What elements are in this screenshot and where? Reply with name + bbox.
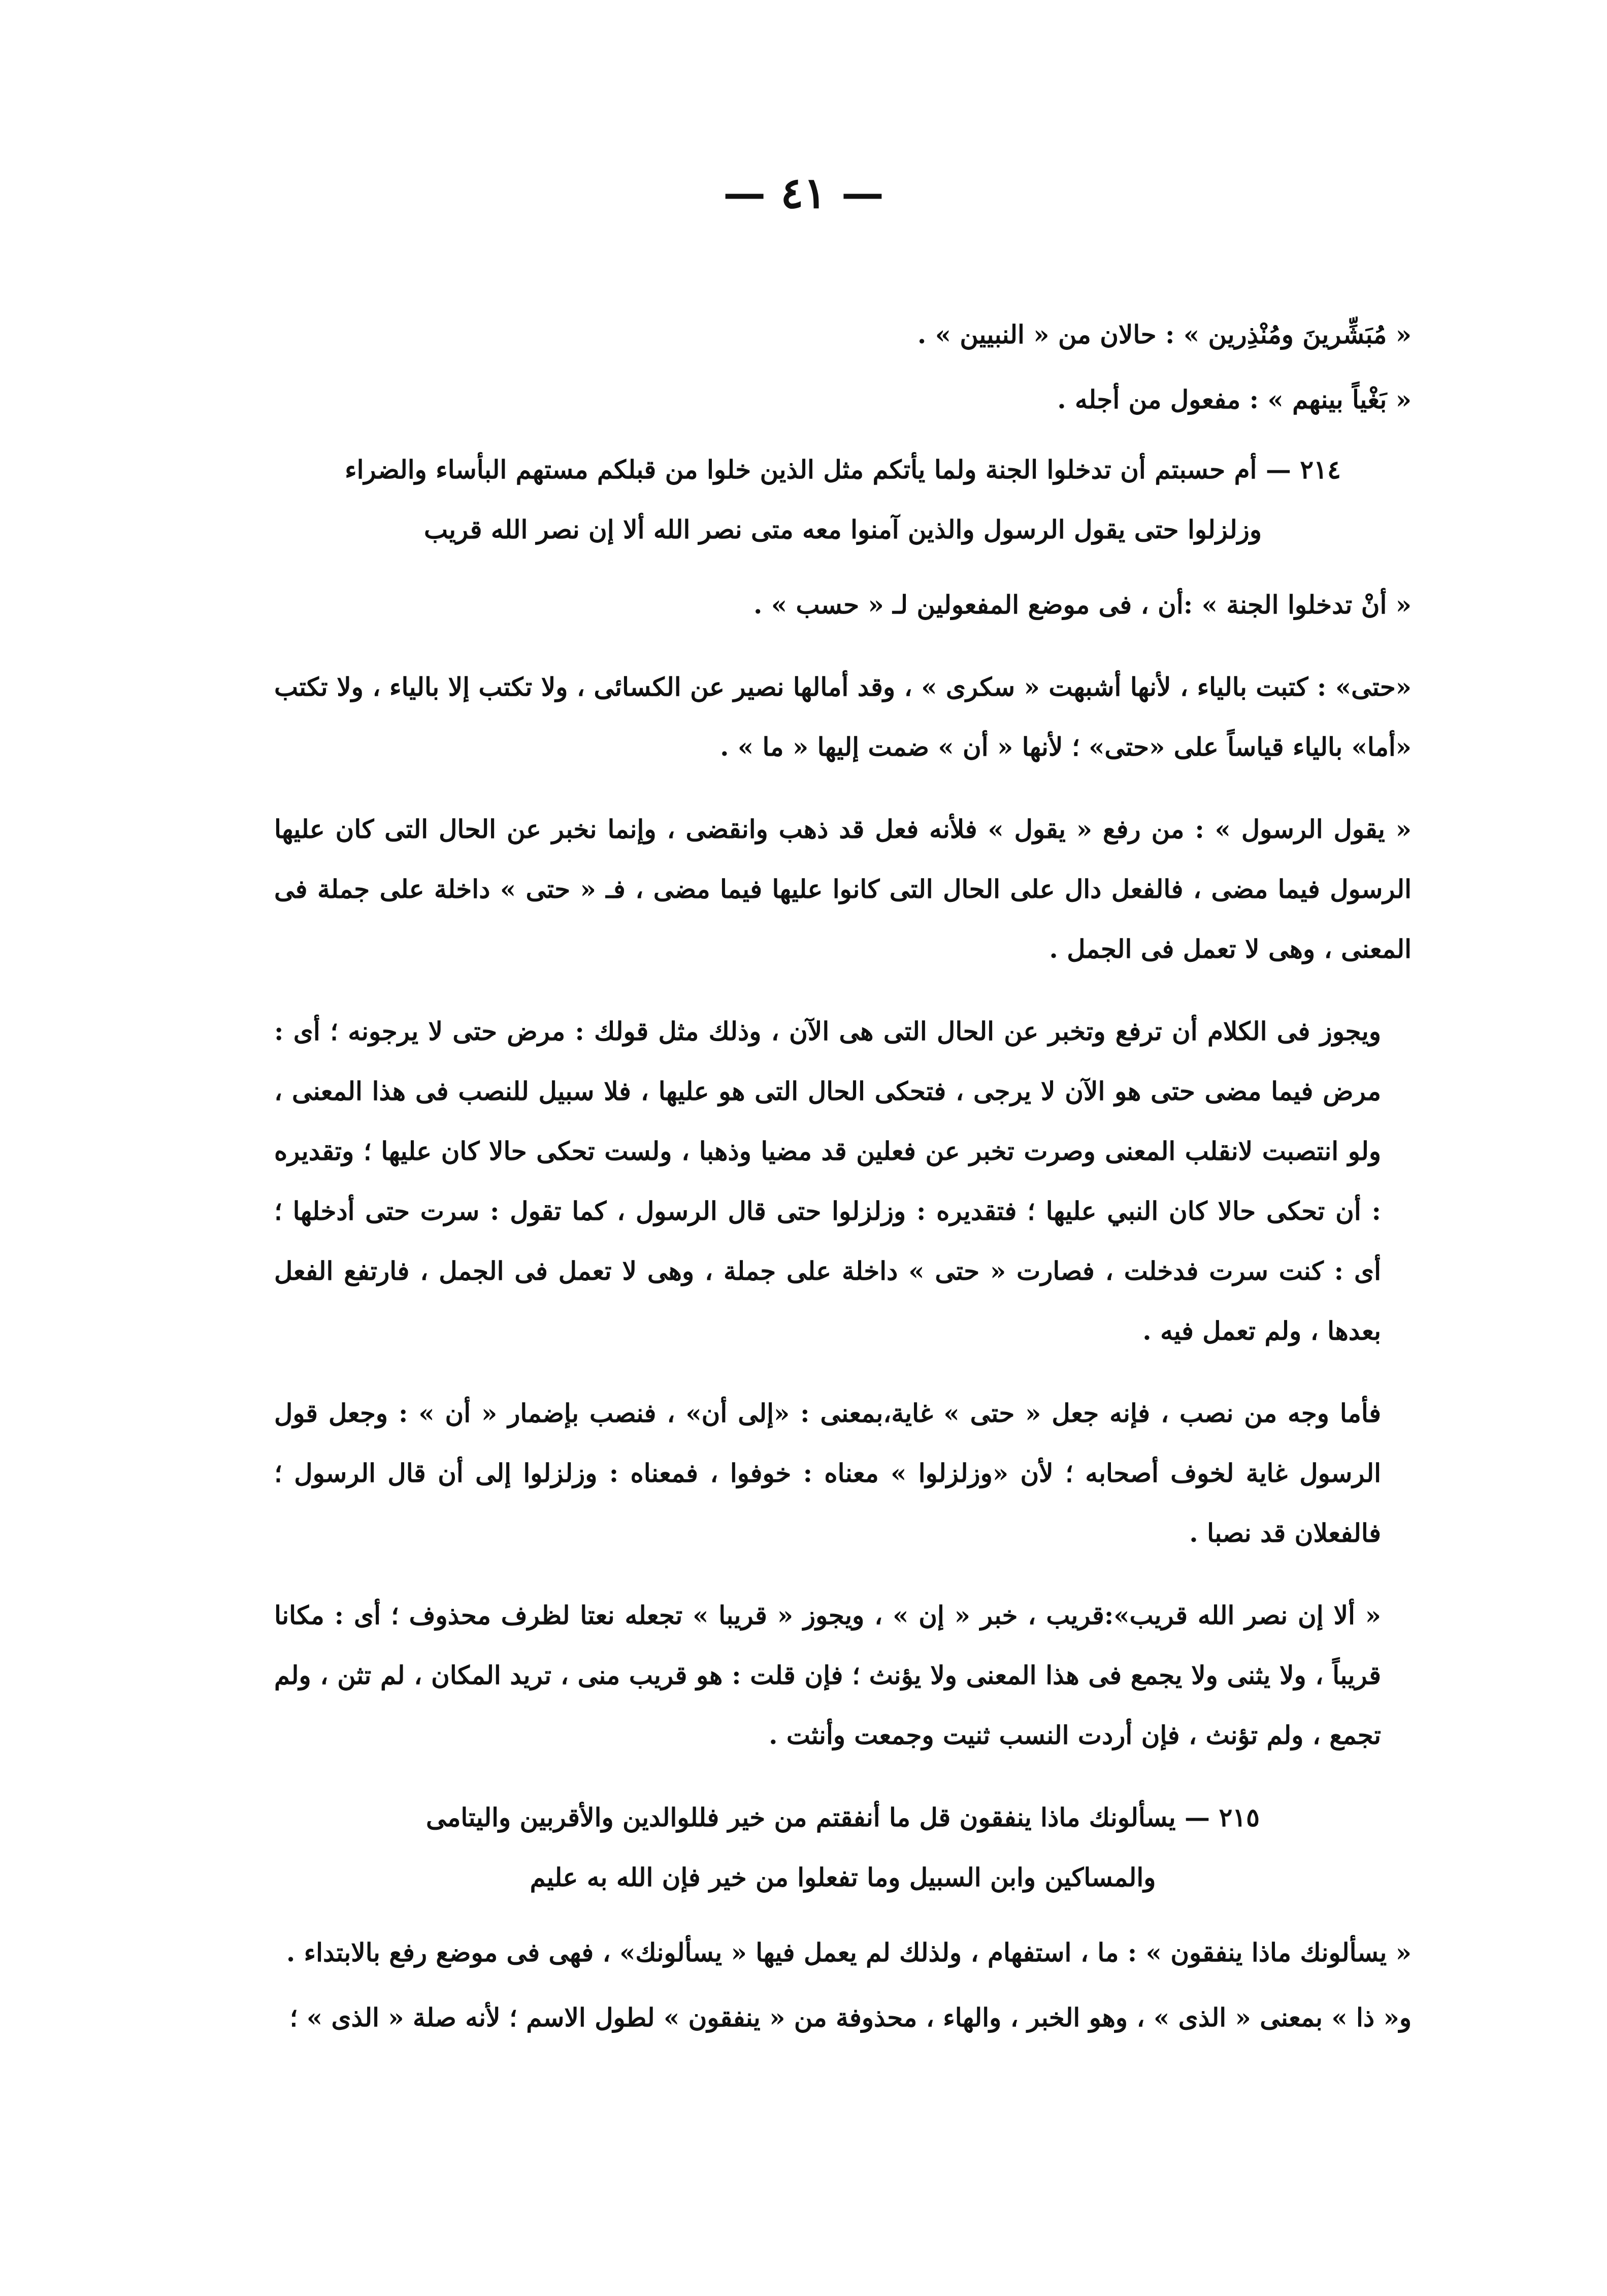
paragraph-8: « ألا إن نصر الله قريب»:قريب ، خبر « إن » ، ويجوز « قريبا » تجعله نعتا لظرف محذوف ؛ أى : مكانا قريباً ، ولا يثنى ولا يجمع فى هذا المعنى ولا يؤنث ؛ فإن قلت : هو قريب منى ، تريد المكان ، لم تثن ، ولم تجمع ، ولم تؤنث ، فإن أردت النسب ثنيت وجمعت وأنثت . [274,1600,1381,1750]
verse-214 [274,440,1412,560]
paragraph-10: و« ذا » بمعنى « الذى » ، وهو الخبر ، والهاء ، محذوفة من « ينفقون » لطول الاسم ؛ لأنه صلة « الذى » ؛ [289,2002,1412,2032]
paragraph-5: « يقول الرسول » : من رفع « يقول » فلأنه فعل قد ذهب وانقضى ، وإنما نخبر عن الحال التى كان عليها الرسول فيما مضى ، فالفعل دال على الحال التى كانوا عليها فيما مضى ، فـ « حتى » داخلة على جملة فى المعنى ، وهى لا تعمل فى الجمل . [274,814,1412,964]
verse-215 [274,1788,1412,1907]
verse-215-line-1: ٢١٥ — يسألونك ماذا ينفقون قل ما أنفقتم من خير فللوالدين والأقربين واليتامى [425,1802,1260,1832]
page-body [274,305,1412,2053]
paragraph-2: « بَغْياً بينهم » : مفعول من أجله . [1057,384,1412,414]
verse-215-line-2: والمساكين وابن السبيل وما تفعلوا من خير فإن الله به عليم [530,1862,1156,1892]
paragraph-3: « أنْ تدخلوا الجنة » :أن ، فى موضع المفعولين لـ « حسب » . [753,590,1412,620]
page-number: — ٤١ — [723,168,884,218]
paragraph-7: فأما وجه من نصب ، فإنه جعل « حتى » غاية،بمعنى : «إلى أن» ، فنصب بإضمار « أن » : وجعل قول الرسول غاية لخوف أصحابه ؛ لأن «وزلزلوا » معناه : خوفوا ، فمعناه : وزلزلوا إلى أن قال الرسول ؛ فالفعلان قد نصبا . [274,1398,1381,1548]
verse-214-line-1: ٢١٤ — أم حسبتم أن تدخلوا الجنة ولما يأتكم مثل الذين خلوا من قبلكم مستهم البأساء والضراء [345,455,1341,484]
paragraph-4: «حتى» : كتبت بالياء ، لأنها أشبهت « سكرى » ، وقد أمالها نصير عن الكسائى ، ولا تكتب إلا بالياء ، ولا تكتب «أما» بالياء قياساً على «حتى» ؛ لأنها « أن » ضمت إليها « ما » . [274,672,1412,762]
verse-214-line-2: وزلزلوا حتى يقول الرسول والذين آمنوا معه متى نصر الله ألا إن نصر الله قريب [423,514,1262,544]
paragraph-9: « يسألونك ماذا ينفقون » : ما ، استفهام ، ولذلك لم يعمل فيها « يسألونك» ، فهى فى موضع رفع بالابتداء . [286,1937,1412,1967]
paragraph-6: ويجوز فى الكلام أن ترفع وتخبر عن الحال التى هى الآن ، وذلك مثل قولك : مرض حتى لا يرجونه ؛ أى : مرض فيما مضى حتى هو الآن لا يرجى ، فتحكى الحال التى هو عليها ، فلا سبيل للنصب فى هذا المعنى ، ولو انتصبت لانقلب المعنى وصرت تخبر عن فعلين قد مضيا وذهبا ، ولست تحكى حالا كان عليها ؛ وتقديره : أن تحكى حالا كان النبي عليها ؛ فتقديره : وزلزلوا حتى قال الرسول ، كما تقول : سرت حتى أدخلها ؛ أى : كنت سرت فدخلت ، فصارت « حتى » داخلة على جملة ، وهى لا تعمل فى الجمل ، فارتفع الفعل بعدها ، ولم تعمل فيه . [274,1016,1381,1346]
paragraph-1: « مُبَشِّرينَ ومُنْذِرين » : حالان من « النبيين » . [917,319,1412,349]
